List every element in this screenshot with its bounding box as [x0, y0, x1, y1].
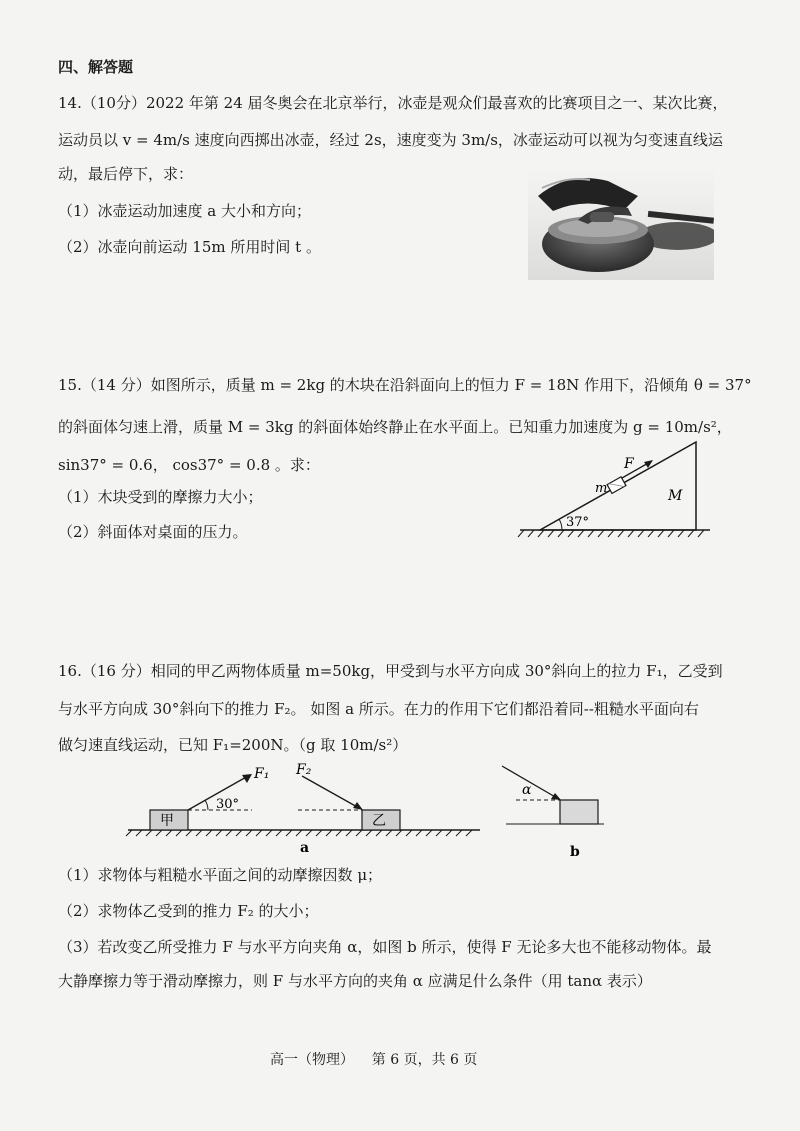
- q14-line-3: 动，最后停下，求：: [58, 165, 194, 183]
- q14-line-1: 14.（10分）2022 年第 24 届冬奥会在北京举行，冰壶是观众们最喜欢的比赛项目之一、某次比赛，: [58, 94, 728, 112]
- q16-line-3: 做匀速直线运动，已知 F₁=200N。（g 取 10m/s²）: [58, 736, 408, 754]
- q16-sub-question-3-line-2: 大静摩擦力等于滑动摩擦力，则 F 与水平方向的夹角 α 应满足什么条件（用 tanα 表示）: [58, 972, 652, 990]
- q16-sub-question-1: （1）求物体与粗糙水平面之间的动摩擦因数 μ；: [58, 866, 383, 884]
- q14-sub-question-2: （2）冰壶向前运动 15m 所用时间 t 。: [58, 238, 321, 256]
- q16-line-1: 16.（16 分）相同的甲乙两物体质量 m=50kg，甲受到与水平方向成 30°斜向上的拉力 F₁，乙受到: [58, 662, 723, 680]
- block-b: [560, 800, 598, 824]
- q14-sub-question-1: （1）冰壶运动加速度 a 大小和方向；: [58, 202, 312, 220]
- q15-sub-question-1: （1）木块受到的摩擦力大小；: [58, 488, 263, 506]
- q16-line-2: 与水平方向成 30°斜向下的推力 F₂。 如图 a 所示。在力的作用下它们都沿着同--粗糙水平面向右: [58, 700, 699, 718]
- figure-a-caption: a: [300, 840, 310, 856]
- force-label: F: [624, 456, 634, 472]
- block-jia-label: 甲: [160, 813, 174, 829]
- q14-line-2: 运动员以 v = 4m/s 速度向西掷出冰壶，经过 2s，速度变为 3m/s，冰壶运动可以视为匀变速直线运: [58, 131, 723, 149]
- q16-sub-question-2: （2）求物体乙受到的推力 F₂ 的大小；: [58, 902, 319, 920]
- q15-line-2: 的斜面体匀速上滑，质量 M = 3kg 的斜面体始终静止在水平面上。已知重力加速度为 g = 10m/s²，: [58, 418, 732, 436]
- small-mass-label: m: [595, 481, 608, 496]
- f1-angle-label: 30°: [216, 797, 240, 812]
- block-yi-label: 乙: [372, 813, 386, 829]
- q15-line-3: sin37° = 0.6， cos37° = 0.8 。求：: [58, 456, 320, 474]
- curling-stone-photo: [528, 166, 714, 280]
- section-title: 四、解答题: [58, 58, 134, 76]
- big-mass-label: M: [668, 488, 683, 504]
- q16-sub-question-3-line-1: （3）若改变乙所受推力 F 与水平方向夹角 α，如图 b 所示，使得 F 无论多大也不能移动物体。最: [58, 938, 712, 956]
- incline-diagram: [510, 440, 720, 550]
- page-footer: 高一（物理） 第 6 页，共 6 页: [270, 1052, 478, 1068]
- f1-label: F₁: [254, 766, 270, 782]
- q15-sub-question-2: （2）斜面体对桌面的压力。: [58, 523, 248, 541]
- figure-b-caption: b: [570, 844, 580, 860]
- alpha-label: α: [522, 782, 532, 798]
- f2-label: F₂: [296, 762, 312, 778]
- q15-line-1: 15.（14 分）如图所示，质量 m = 2kg 的木块在沿斜面向上的恒力 F = 18N 作用下，沿倾角 θ = 37°: [58, 376, 752, 394]
- blocks-diagram: [120, 758, 610, 860]
- incline-angle-label: 37°: [566, 515, 590, 530]
